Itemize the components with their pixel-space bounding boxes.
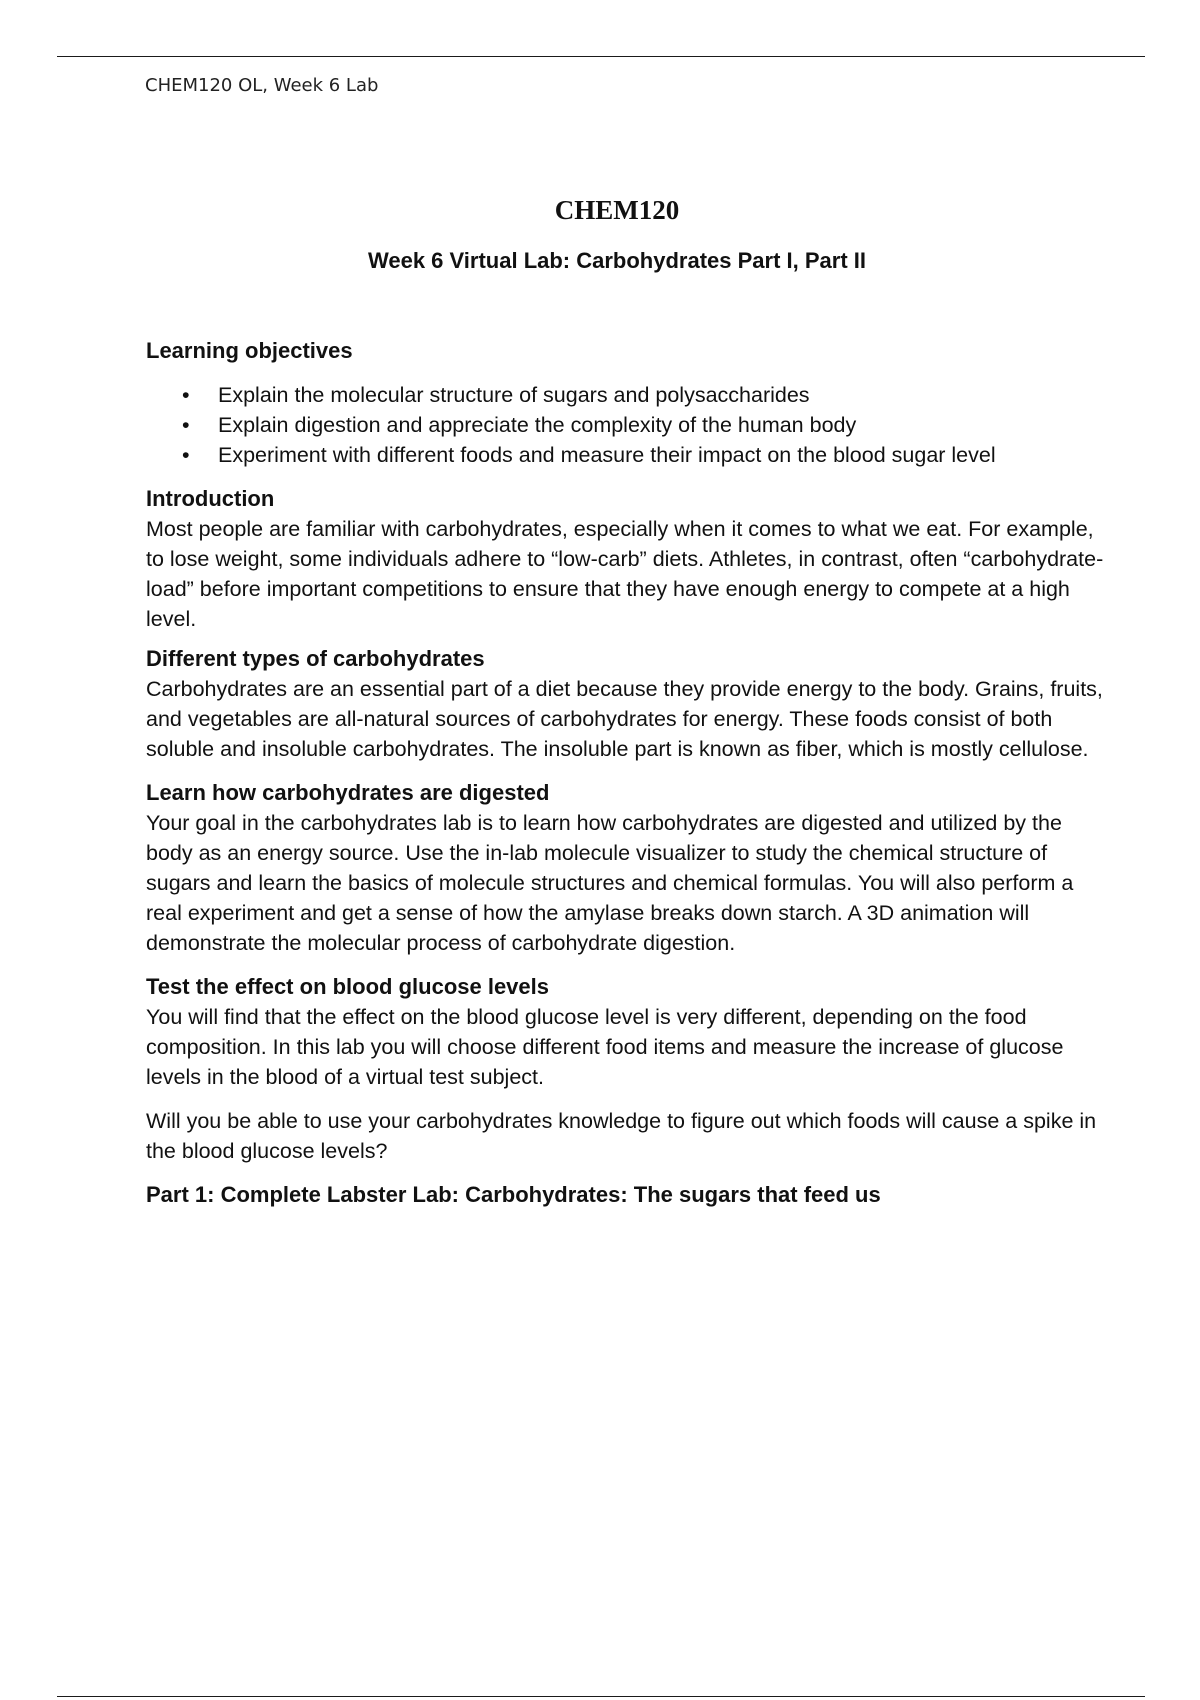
digestion-heading: Learn how carbohydrates are digested xyxy=(146,780,550,805)
running-header: CHEM120 OL, Week 6 Lab xyxy=(145,75,379,96)
glucose-question: Will you be able to use your carbohydrates knowledge to figure out which foods will cause a spike in the blood glucose levels? xyxy=(146,1109,1097,1163)
types-heading: Different types of carbohydrates xyxy=(146,646,485,671)
part1-heading: Part 1: Complete Labster Lab: Carbohydrates: The sugars that feed us xyxy=(146,1182,881,1207)
list-item xyxy=(146,380,1106,410)
document-body xyxy=(146,336,1106,1210)
document-subtitle: Week 6 Virtual Lab: Carbohydrates Part I, Part II xyxy=(367,248,867,273)
glucose-heading: Test the effect on blood glucose levels xyxy=(146,974,550,999)
bullet-icon: • xyxy=(182,443,190,467)
learning-objectives-list xyxy=(146,380,1106,470)
types-text: Carbohydrates are an essential part of a diet because they provide energy to the body. Grains, fruits, and vegetables are all-natural sources of carbohydrates for energy. These foods consist of both soluble and insoluble carbohydrates. The insoluble part is known as fiber, which is mostly cellulose. xyxy=(146,677,1103,761)
introduction-heading: Introduction xyxy=(146,486,275,511)
digestion-text: Your goal in the carbohydrates lab is to learn how carbohydrates are digested and utilized by the body as an energy source. Use the in-lab molecule visualizer to study the chemical structure of sugars and learn the basics of molecule structures and chemical formulas. You will also perform a real experiment and get a sense of how the amylase breaks down starch. A 3D animation will demonstrate the molecular process of carbohydrate digestion. xyxy=(146,811,1074,955)
document-title: CHEM120 xyxy=(554,195,680,225)
list-item xyxy=(146,440,1106,470)
learning-objectives-heading: Learning objectives xyxy=(146,338,353,363)
header-rule xyxy=(57,56,1145,57)
footer-rule xyxy=(57,1696,1145,1697)
bullet-icon: • xyxy=(182,413,190,437)
objective-text: Explain digestion and appreciate the complexity of the human body xyxy=(218,413,857,437)
list-item xyxy=(146,410,1106,440)
introduction-text: Most people are familiar with carbohydrates, especially when it comes to what we eat. For example, to lose weight, some individuals adhere to “low-carb” diets. Athletes, in contrast, often “carbohydrate-load” before important competitions to ensure that they have enough energy to compete at a high level. xyxy=(146,517,1104,631)
objective-text: Experiment with different foods and measure their impact on the blood sugar level xyxy=(218,443,996,467)
bullet-icon: • xyxy=(182,383,190,407)
glucose-text: You will find that the effect on the blood glucose level is very different, depending on the food composition. In this lab you will choose different food items and measure the increase of glucose levels in the blood of a virtual test subject. xyxy=(146,1005,1064,1089)
objective-text: Explain the molecular structure of sugars and polysaccharides xyxy=(218,383,810,407)
